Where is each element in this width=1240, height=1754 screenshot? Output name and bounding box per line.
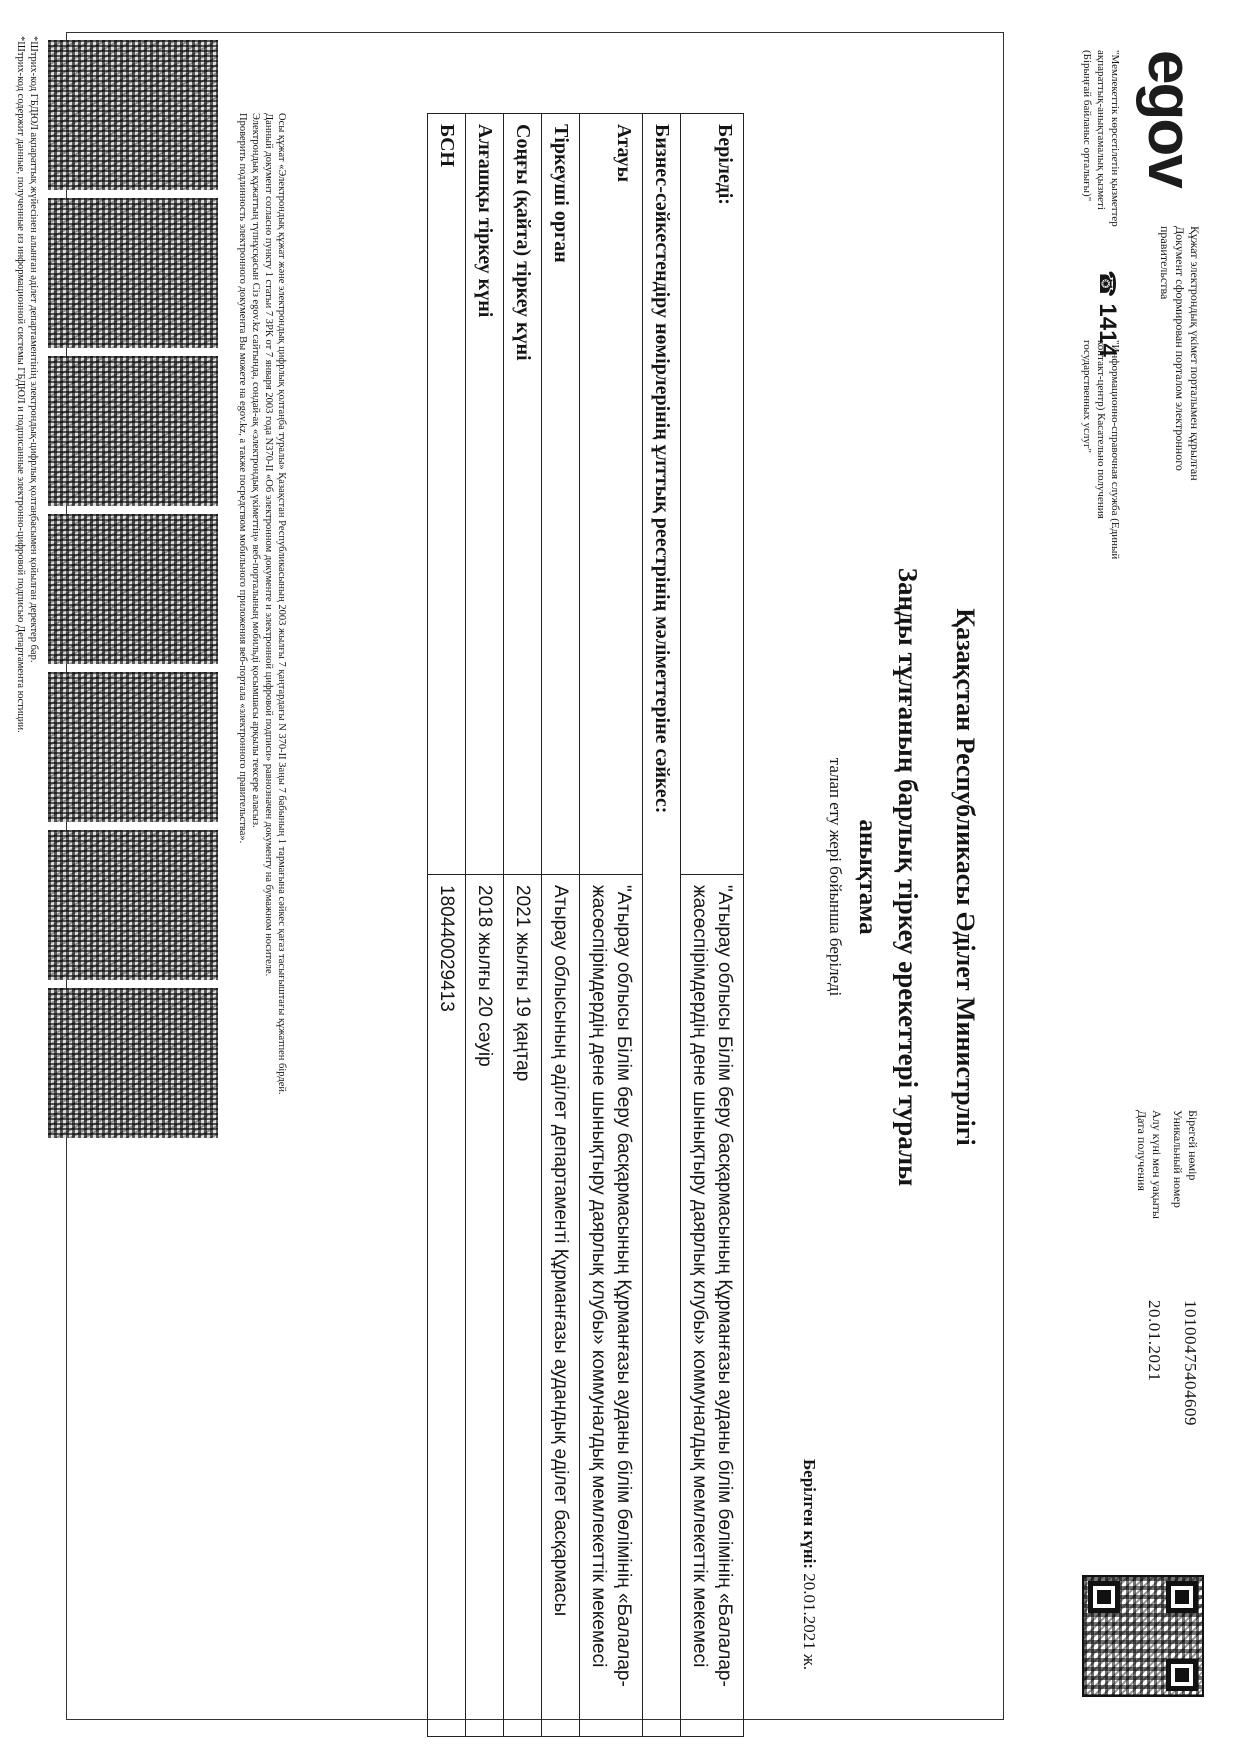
received-date-value: 20.01.2021 xyxy=(1145,1300,1164,1382)
row-label-last-registration: Соңғы (қайта) тіркеу күні xyxy=(504,114,542,875)
barcode-note-ru: *Штрих-код содержит данные, полученные из информационной системы ГБДЮЛ и подписанные электронно-цифровой подписью Департамента юстиции. xyxy=(15,36,26,733)
legal-line-kz: Осы құжат «Электрондық құжат және электрондық цифрлық қолтаңба туралы» Қазақстан Республикасының 2003 жылғы 7 қаңтардағы N 370-II Заңы 7 бабының 1 тармағына сәйкес қағаз тасығыштағы құжатпен бірдей. xyxy=(276,113,287,1095)
table-section-row xyxy=(643,114,681,1737)
document-subtitle: анықтама xyxy=(854,819,881,935)
table-row xyxy=(681,114,744,1737)
issued-date-value: 20.01.2021 ж. xyxy=(800,1573,819,1670)
egov-logo xyxy=(1134,50,1204,205)
ministry-name: Қазақстан Республикасы Әділет Министрлігі xyxy=(951,608,980,1146)
unique-number-label-kz: Бірегей нөмір xyxy=(1186,1110,1200,1181)
qr-finder-top-right xyxy=(1166,1659,1198,1691)
table-row xyxy=(580,114,643,1737)
row-value-name: "Атырау облысы Білім беру басқармасының Құрманғазы ауданы білім бөлімінің «Балалар-жасөспірімдердің дене шынықтыру даярлық клубы» коммуналдық мемлекеттік мекемесі xyxy=(580,875,643,1737)
document-meta xyxy=(1128,1110,1200,1440)
barcode-strip xyxy=(48,40,218,1240)
legal-line-ru: Данный документ согласно пункту 1 статьи 7 ЗРК от 7 января 2003 года N370-II «Об электронном документе и электронной цифровой подписи» равнозначен документу на бумажном носителе. xyxy=(263,113,274,977)
portal-note xyxy=(1157,226,1202,506)
qr-finder-top-left xyxy=(1166,1581,1198,1613)
row-label-bin: БСН xyxy=(428,114,466,875)
row-label-name: Атауы xyxy=(580,114,643,875)
row-label-registry-section: Бизнес-сәйкестендіру нөмірлерінің ұлттық реестрінің мәліметтеріне сәйкес: xyxy=(643,114,681,1737)
document-place-note: талап ету жері бойынша беріледі xyxy=(826,757,845,997)
qr-code xyxy=(1082,1575,1204,1697)
row-value-last-registration: 2021 жылғы 19 қаңтар xyxy=(504,875,542,1737)
portal-note-kz: Құжат электрондық үкімет порталымен құрылған xyxy=(1188,226,1202,481)
table-row xyxy=(466,114,504,1737)
document-title: Заңды тұлғаның барлық тіркеу әрекеттері туралы xyxy=(893,567,923,1187)
row-label-issued-to: Беріледі: xyxy=(681,114,744,875)
barcode-note-kz: *Штрих-код ГБДЮЛ ақпараттық жүйесінен алынған әділет департаментінің электрондық-цифрлық қолтаңбасымен қойылған деректер бар. xyxy=(28,36,39,663)
unique-number-row xyxy=(1164,1110,1200,1440)
verify-line-ru: Проверить подлинность электронного документа Вы можете на egov.kz, а также посредством мобильного приложения веб-портала «электронного правительства». xyxy=(237,113,248,844)
unique-number-label-ru: Уникальный номер xyxy=(1171,1110,1185,1208)
contact-center-number: 1414 xyxy=(1094,303,1121,357)
barcode-block xyxy=(48,198,218,348)
phone-icon: ☎ xyxy=(1095,270,1120,298)
barcode-block xyxy=(48,830,218,980)
registry-table xyxy=(427,113,744,1737)
egov-logo-text: egov xyxy=(1135,50,1204,187)
unique-number-value: 10100475404609 xyxy=(1181,1300,1200,1426)
received-date-label-ru: Дата получения xyxy=(1135,1110,1149,1191)
contact-center-note: "Информационно-справочная служба (Единый контакт-центр) Касательно получения государственных услуг" xyxy=(1081,340,1121,560)
issued-date xyxy=(798,1310,820,1670)
row-value-bin: 180440029413 xyxy=(428,875,466,1737)
barcode-notes xyxy=(14,36,40,1596)
table-row xyxy=(542,114,580,1737)
table-row xyxy=(504,114,542,1737)
issued-date-label: Берілген күні: xyxy=(800,1458,819,1569)
row-value-registering-body: Атырау облысының әділет департаменті Құрманғазы аудандық әділет басқармасы xyxy=(542,875,580,1737)
barcode-block xyxy=(48,672,218,822)
received-date-row xyxy=(1128,1110,1164,1440)
row-value-issued-to: "Атырау облысы Білім беру басқармасының Құрманғазы ауданы білім бөлімінің «Балалар-жасөспірімдердің дене шынықтыру даярлық клубы» коммуналдық мемлекеттік мекемесі xyxy=(681,875,744,1737)
received-date-label-kz: Алу күні мен уақыты xyxy=(1150,1110,1164,1219)
qr-finder-bottom-left xyxy=(1088,1581,1120,1613)
verify-line-kz: Электрондық құжаттың түпнұсқасын Сіз egov.kz сайтында, сондай-ақ «электрондық үкіметтің» веб-порталының мобильді қосымшасы арқылы тексере аласыз. xyxy=(250,113,261,828)
barcode-block xyxy=(48,40,218,190)
legal-notice xyxy=(236,113,288,1673)
row-label-registering-body: Тіркеуші орган xyxy=(542,114,580,875)
row-value-first-registration: 2018 жылғы 20 сәуір xyxy=(466,875,504,1737)
portal-note-ru: Документ сформирован порталом электронного правительства xyxy=(1158,226,1187,471)
barcode-block xyxy=(48,988,218,1138)
table-row xyxy=(428,114,466,1737)
barcode-block xyxy=(48,356,218,506)
row-label-first-registration: Алғашқы тіркеу күні xyxy=(466,114,504,875)
barcode-block xyxy=(48,514,218,664)
agency-note: "Мемлекеттік көрсетілетін қызметтер ақпараттық-анықтамалық қызметі (Бірыңғай байланыс орталығы)" xyxy=(1081,50,1121,227)
